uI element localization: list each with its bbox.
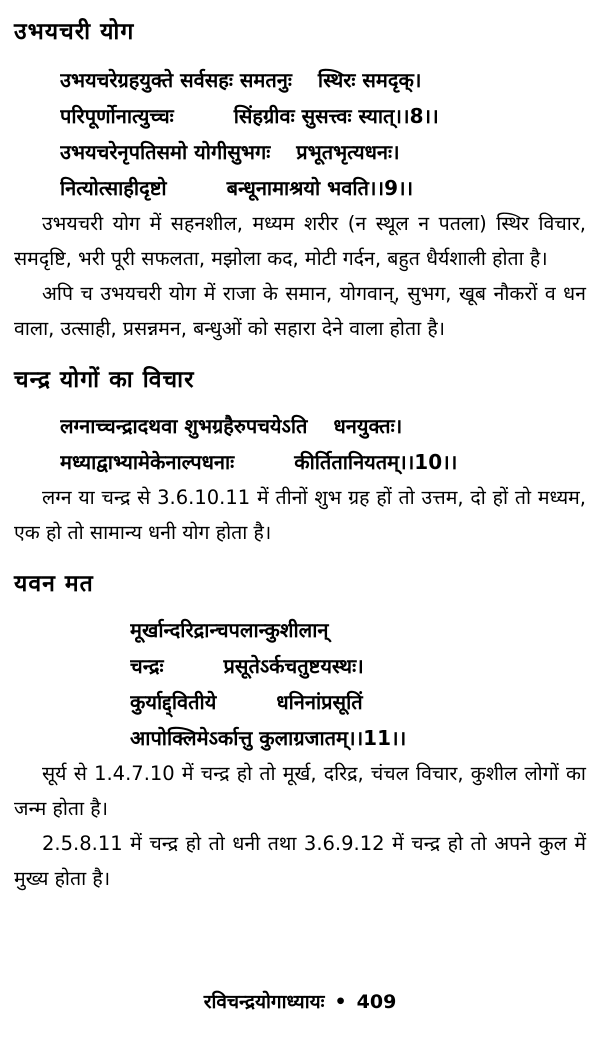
verse-line (130, 684, 586, 720)
verse-line (130, 648, 586, 684)
verse-line-right: प्रभूतभृत्यधनः। (296, 140, 400, 164)
verse-block-3 (14, 612, 586, 756)
paragraph: 2.5.8.11 में चन्द्र हो तो धनी तथा 3.6.9.12 में चन्द्र हो तो अपने कुल में मुख्य होता है। (14, 832, 586, 890)
paragraph: लग्न या चन्द्र से 3.6.10.11 में तीनों शुभ ग्रह हों तो उत्तम, दो हों तो मध्यम, एक हो तो सामान्य धनी योग होता है। (14, 486, 586, 544)
verse-line-right: धनयुक्तः। (333, 414, 403, 438)
verse-line (60, 134, 586, 170)
paragraph: सूर्य से 1.4.7.10 में चन्द्र हो तो मूर्ख, दरिद्र, चंचल विचार, कुशील लोगों का जन्म होता है। (14, 762, 586, 820)
verse-line (60, 98, 586, 134)
verse-line-left: कुर्याद्द्वितीये (130, 690, 217, 714)
paragraph: उभयचरी योग में सहनशील, मध्यम शरीर (न स्थूल न पतला) स्थिर विचार, समदृष्टि, भरी पूरी सफलता, मझोला कद, मोटी गर्दन, बहुत धैर्यशाली होता है। (14, 212, 586, 270)
verse-line (60, 62, 586, 98)
verse-block-1 (14, 62, 586, 206)
verse-line-left: उभयचरेग्रहयुक्ते सर्वसहः समतनुः (60, 68, 292, 92)
verse-line-left: परिपूर्णोनात्युच्चः (60, 104, 174, 128)
verse-line-left: आपोक्लिमेऽर्कात्तु कुलाग्रजातम्।।11।। (130, 726, 407, 750)
verse-line-right: स्थिरः समदृक्। (317, 68, 422, 92)
verse-line-right: धनिनांप्रसूतिं (276, 690, 363, 714)
verse-line-right: सिंहग्रीवः सुसत्त्वः स्यात्।।8।। (233, 104, 439, 128)
verse-line (60, 170, 586, 206)
verse-line-left: उभयचरेनृपतिसमो योगीसुभगः (60, 140, 271, 164)
verse-line-left: नित्योत्साहीदृष्टो (60, 176, 167, 200)
verse-line-right: प्रसूतेऽर्कचतुष्टयस्थः। (223, 654, 364, 678)
section-heading-chandra-yog: चन्द्र योगों का विचार (14, 367, 195, 393)
section-heading-yavan-mat: यवन मत (14, 571, 94, 597)
verse-line-left: मूर्खान्दरिद्रान्चपलान्कुशीलान् (130, 618, 329, 642)
paragraph: अपि च उभयचरी योग में राजा के समान, योगवान्, सुभग, खूब नौकरों व धन वाला, उत्साही, प्रसन्नमन, बन्धुओं को सहारा देने वाला होता है। (14, 282, 586, 340)
page-footer (0, 988, 600, 1014)
verse-line (130, 612, 586, 648)
bullet-icon: • (334, 991, 347, 1013)
verse-line (60, 444, 586, 480)
page-number: 409 (356, 991, 397, 1013)
verse-block-2 (14, 408, 586, 480)
verse-line (130, 720, 586, 756)
verse-line-right: बन्धूनामाश्रयो भवति।।9।। (226, 176, 414, 200)
verse-line (60, 408, 586, 444)
section-heading-ubhayachari: उभयचरी योग (14, 19, 135, 45)
verse-line-left: लग्नाच्चन्द्रादथवा शुभग्रहैरुपचयेऽति (60, 414, 308, 438)
chapter-title: रविचन्द्रयोगाध्यायः (203, 991, 325, 1013)
verse-line-left: चन्द्रः (130, 654, 164, 678)
verse-line-right: कीर्तितानियतम्।।10।। (294, 450, 458, 474)
verse-line-left: मध्याद्वाभ्यामेकेनाल्पधनाः (60, 450, 235, 474)
